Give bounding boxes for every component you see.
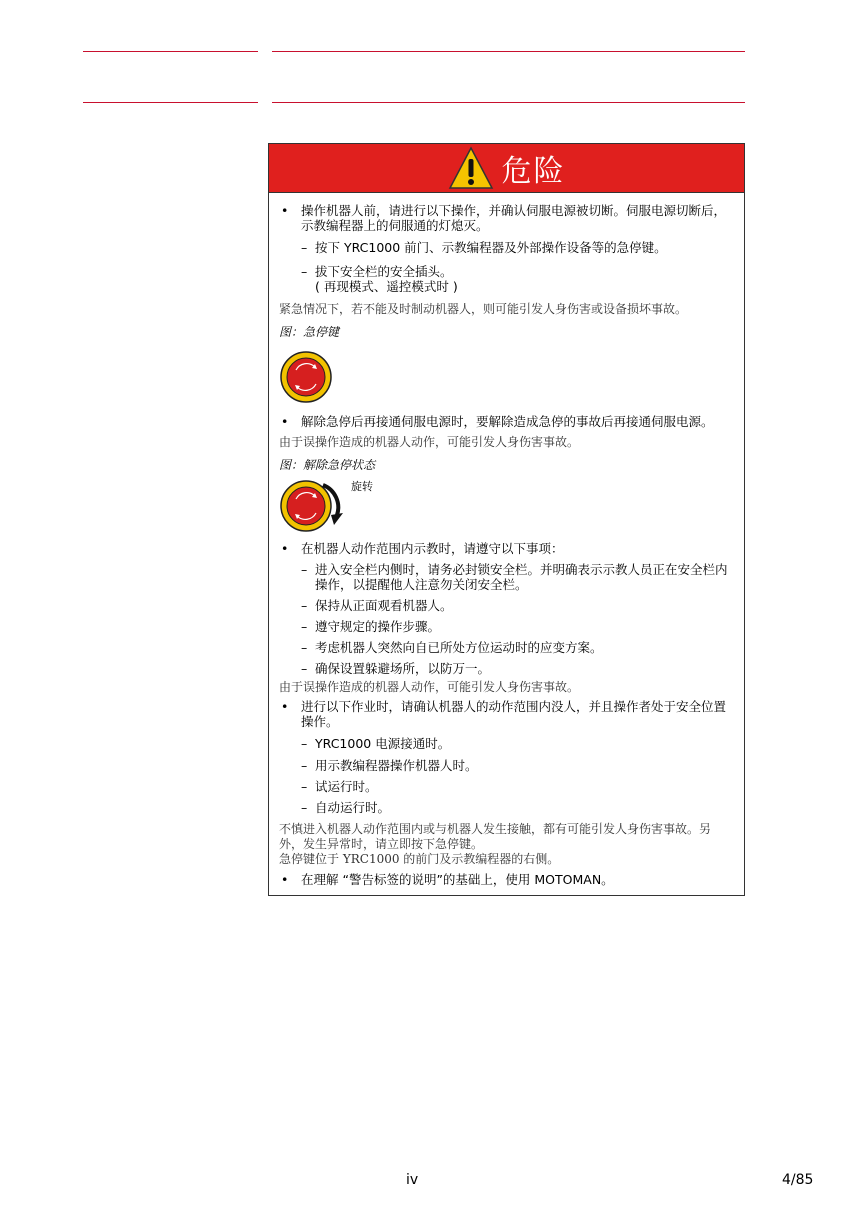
list-item <box>279 541 734 556</box>
danger-title: 危险 <box>501 154 566 189</box>
warning-triangle-icon <box>448 146 494 190</box>
dash-mark: – <box>301 619 308 634</box>
list-item <box>279 872 734 887</box>
bullet-text: 在理解 “警告标签的说明”的基础上，使用 MOTOMAN。 <box>301 872 614 887</box>
emergency-stop-button-icon <box>279 350 333 404</box>
emergency-stop-release-icon <box>279 479 359 533</box>
bullet-text: 在机器人动作范围内示教时，请遵守以下事项： <box>301 541 564 556</box>
dash-mark: – <box>301 736 308 751</box>
sub-item <box>279 758 734 773</box>
dash-mark: – <box>301 758 308 773</box>
note-text: 急停键位于 YRC1000 的前门及示教编程器的右侧。 <box>279 852 560 866</box>
page-label: iv <box>406 1172 419 1188</box>
sub-item <box>279 562 734 592</box>
dash-mark: – <box>301 264 308 279</box>
bullet-text: 解除急停后再接通伺服电源时，要解除造成急停的事故后再接通伺服电源。 <box>301 414 714 429</box>
list-item <box>279 203 734 233</box>
sub-item <box>279 640 734 655</box>
header-rule-right-top <box>272 51 745 52</box>
sub-text: 按下 YRC1000 前门、示教编程器及外部操作设备等的急停键。 <box>315 240 667 255</box>
dash-mark: – <box>301 640 308 655</box>
list-item <box>279 699 734 729</box>
list-item <box>279 414 734 429</box>
note-text: 由于误操作造成的机器人动作，可能引发人身伤害事故。 <box>279 435 580 449</box>
rotate-label: 旋转 <box>351 480 373 493</box>
sub-text: 进入安全栏内侧时，请务必封锁安全栏。并明确表示示教人员正在安全栏内操作，以提醒他人注意勿关闭安全栏。 <box>315 562 728 592</box>
sub-item <box>279 661 734 676</box>
dash-mark: – <box>301 779 308 794</box>
estop-release-figure <box>279 479 734 533</box>
note-text: 由于误操作造成的机器人动作，可能引发人身伤害事故。 <box>279 680 580 694</box>
dash-mark: – <box>301 800 308 815</box>
figure-caption: 图：解除急停状态 <box>279 458 376 472</box>
sub-item <box>279 779 734 794</box>
header-rule-left-top <box>83 51 258 52</box>
note-text: 不慎进入机器人动作范围内或与机器人发生接触，都有可能引发人身伤害事故。另外，发生异常时，请立即按下急停键。 <box>279 822 712 851</box>
bullet-mark: • <box>281 699 289 714</box>
page-count: 4/85 <box>782 1172 814 1188</box>
dash-mark: – <box>301 240 308 255</box>
sub-item <box>279 619 734 634</box>
sub-text-continuation: ( 再现模式、遥控模式时 ) <box>315 279 458 294</box>
danger-content <box>269 193 744 895</box>
sub-item <box>279 264 734 294</box>
sub-item <box>279 800 734 815</box>
bullet-mark: • <box>281 203 289 218</box>
header-rule-right-bottom <box>272 102 745 103</box>
sub-text: 确保设置躲避场所，以防万一。 <box>315 661 491 676</box>
sub-text: 拔下安全栏的安全插头。 <box>315 264 453 279</box>
bullet-mark: • <box>281 872 289 887</box>
danger-header <box>269 144 744 193</box>
sub-item <box>279 736 734 751</box>
figure-caption: 图：急停键 <box>279 325 340 339</box>
bullet-text: 操作机器人前，请进行以下操作，并确认伺服电源被切断。伺服电源切断后，示教编程器上的伺服通的灯熄灭。 <box>301 203 727 233</box>
sub-item <box>279 240 734 255</box>
sub-text: 遵守规定的操作步骤。 <box>315 619 441 634</box>
sub-text: 试运行时。 <box>315 779 378 794</box>
bullet-mark: • <box>281 541 289 556</box>
header-rule-left-bottom <box>83 102 258 103</box>
sub-text: 考虑机器人突然向自已所处方位运动时的应变方案。 <box>315 640 603 655</box>
note-text: 紧急情况下，若不能及时制动机器人，则可能引发人身伤害或设备损坏事故。 <box>279 302 688 316</box>
dash-mark: – <box>301 598 308 613</box>
bullet-mark: • <box>281 414 289 429</box>
sub-text: 用示教编程器操作机器人时。 <box>315 758 478 773</box>
danger-box <box>268 143 745 896</box>
sub-text: 保持从正面观看机器人。 <box>315 598 453 613</box>
sub-text: 自动运行时。 <box>315 800 391 815</box>
estop-figure <box>279 350 734 408</box>
dash-mark: – <box>301 661 308 676</box>
dash-mark: – <box>301 562 308 577</box>
sub-text: YRC1000 电源接通时。 <box>315 736 451 751</box>
sub-item <box>279 598 734 613</box>
bullet-text: 进行以下作业时，请确认机器人的动作范围内没人，并且操作者处于安全位置操作。 <box>301 699 727 729</box>
